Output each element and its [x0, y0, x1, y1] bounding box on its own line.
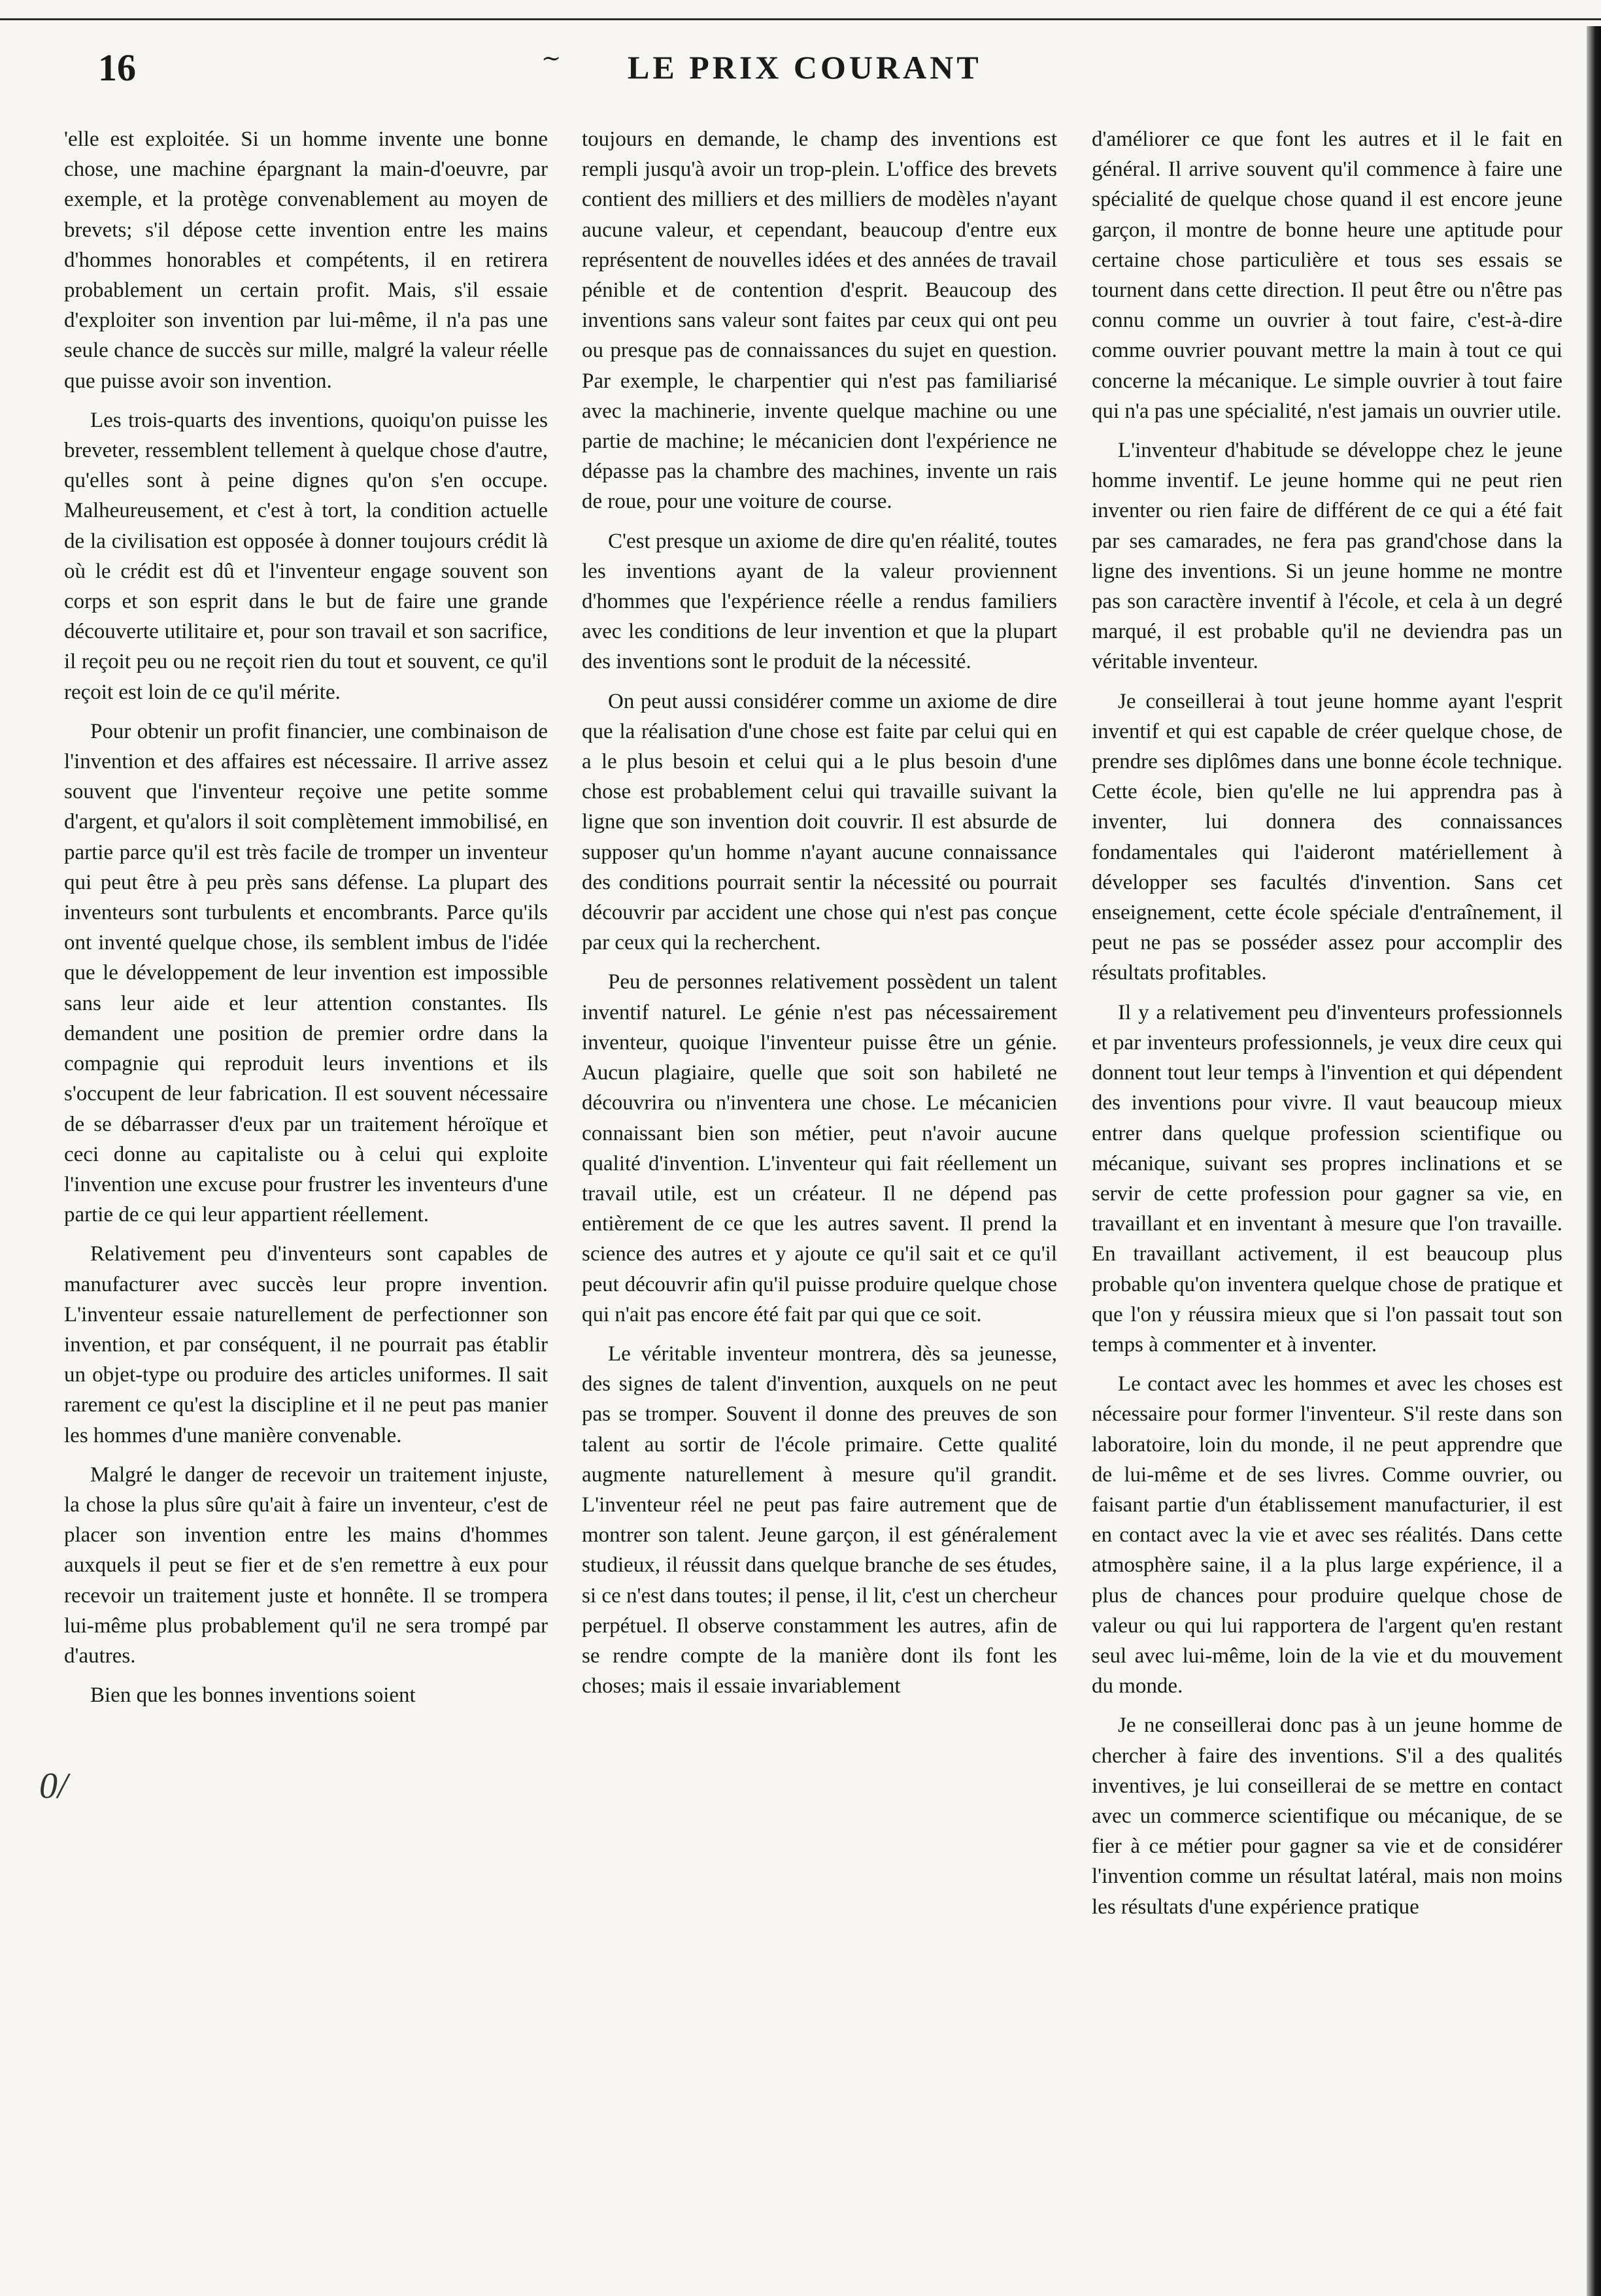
paragraph: On peut aussi considérer comme un axiome de dire que la réalisation d'une chose est faite par celui qui en a le plus besoin et celui qui a le plus besoin d'une chose est probablement celui qui travaille suivant la ligne que son invention doit couvrir. Il est absurde de supposer qu'un homme n'ayant aucune connaissance des conditions pourrait sentir la nécessité ou pourrait découvrir par accident une chose qui n'est pas conçue par ceux qui la recherchent. — [582, 689, 1057, 955]
paragraph: Les trois-quarts des inventions, quoiqu'on puisse les breveter, ressemblent tellement à quelque chose d'autre, qu'elles sont à peine dignes qu'on s'en occupe. Malheureusement, et c'est à tort, la condition actuelle de la civilisation est opposée à donner toujours crédit là où le crédit est dû et l'inventeur engage souvent son corps et son esprit dans le but de faire une grande découverte utilitaire et, pour son travail et son sacrifice, il reçoit peu ou ne reçoit rien du tout et souvent, ce qu'il reçoit est loin de ce qu'il mérite. — [64, 408, 548, 704]
text-column-3 — [1092, 124, 1562, 2282]
masthead-title: LE PRIX COURANT — [628, 49, 982, 86]
paragraph: 'elle est exploitée. Si un homme invente une bonne chose, une machine épargnant la main-d'oeuvre, par exemple, et la protège convenablement au moyen de brevets; s'il dépose cette invention entre les mains d'hommes honorables et compétents, il en retirera probablement un certain profit. Mais, s'il essaie d'exploiter son invention par lui-même, il n'a pas une seule chance de succès sur mille, malgré la valeur réelle que puisse avoir son invention. — [64, 127, 548, 393]
paragraph: Le véritable inventeur montrera, dès sa jeunesse, des signes de talent d'invention, auxquels on ne peut pas se tromper. Souvent il donne des preuves de son talent au sortir de l'école primaire. Cette qualité augmente naturellement à mesure qu'il grandit. L'inventeur réel ne peut pas faire autrement que de montrer son talent. Jeune garçon, il est généralement studieux, il réussit dans quelque branche de ses études, si ce n'est dans toutes; il pense, il lit, c'est un chercheur perpétuel. Il observe constamment les autres, afin de se rendre compte de la manière dont ils font les choses; mais il essaie invariablement — [582, 1342, 1057, 1698]
paragraph: Peu de personnes relativement possèdent un talent inventif naturel. Le génie n'est pas nécessairement inventeur, quoique l'inventeur puisse être un génie. Aucun plagiaire, quelle que soit son habileté ne découvrira ou n'inventera une chose. Le mécanicien connaissant bien son métier, peut n'avoir aucune qualité d'invention. L'inventeur qui fait réellement un travail utile, est un créateur. Il ne dépend pas entièrement de ce que les autres savent. Il prend la science des autres et y ajoute ce qu'il sait et ce qu'il peut découvrir afin qu'il puisse produire quelque chose qui n'ait pas encore été fait par qui que ce soit. — [582, 970, 1057, 1326]
paragraph: Bien que les bonnes inventions soient — [90, 1683, 416, 1708]
paragraph: toujours en demande, le champ des inventions est rempli jusqu'à avoir un trop-plein. L'office des brevets contient des milliers et des milliers de modèles n'ayant aucune valeur, et cependant, beaucoup d'entre eux représentent de nouvelles idées et des années de travail pénible et de contention d'esprit. Beaucoup des inventions sans valeur sont faites par ceux qui ont peu ou presque pas de connaissances du sujet en question. Par exemple, le charpentier qui n'est pas familiarisé avec la machinerie, invente quelque machine ou une partie de machine; le mécanicien dont l'expérience ne dépasse pas la chambre des machines, invente un rais de roue, pour une voiture de course. — [582, 127, 1057, 514]
paragraph: Pour obtenir un profit financier, une combinaison de l'invention et des affaires est nécessaire. Il arrive assez souvent que l'inventeur reçoive une petite somme d'argent, et qu'alors il soit complètement immobilisé, en partie parce qu'il est très facile de tromper un inventeur qui peut être à peu près sans défense. La plupart des inventeurs sont turbulents et encombrants. Parce qu'ils ont inventé quelque chose, ils semblent imbus de l'idée que le développement de leur invention est impossible sans leur aide et leur attention constantes. Ils demandent une position de premier ordre dans la compagnie qui reproduit leurs inventions et ils s'occupent de leur fabrication. Il est souvent nécessaire de se débarrasser d'eux par un traitement héroïque et ceci donne au capitaliste ou à celui qui exploite l'invention une excuse pour frustrer les inventeurs d'une partie de ce qui leur appartient réellement. — [64, 719, 548, 1227]
header-ornament-icon: ∼ — [541, 45, 562, 71]
paragraph: C'est presque un axiome de dire qu'en réalité, toutes les inventions ayant de la valeur proviennent d'hommes que l'expérience réelle a rendus familiers avec les conditions de leur invention et que la plupart des inventions sont le produit de la nécessité. — [582, 529, 1057, 674]
paragraph: Il y a relativement peu d'inventeurs professionnels et par inventeurs professionnels, je veux dire ceux qui donnent tout leur temps à l'invention et qui dépendent des inventions pour vivre. Il vaut beaucoup mieux entrer dans quelque profession scientifique ou mécanique, suivant ses propres inclinations et se servir de cette profession pour gagner sa vie, en travaillant et en inventant à mesure que l'on travaille. En travaillant activement, il est beaucoup plus probable qu'on inventera quelque chose de pratique et que l'on y réussira mieux que si l'on passait tout son temps à commenter et à inventer. — [1092, 1000, 1562, 1357]
paragraph: L'inventeur d'habitude se développe chez le jeune homme inventif. Le jeune homme qui ne peut rien inventer ou rien faire de différent de ce qui a été fait par ses camarades, ne fera pas grand'chose dans la ligne des inventions. Si un jeune homme ne montre pas son caractère inventif à l'école, et cela à un degré marqué, il est probable qu'il ne deviendra pas un véritable inventeur. — [1092, 439, 1562, 674]
text-column-2 — [582, 124, 1057, 2282]
paragraph: Le contact avec les hommes et avec les choses est nécessaire pour former l'inventeur. S'il reste dans son laboratoire, loin du monde, il ne peut apprendre que de lui-même et de ses livres. Comme ouvrier, ou faisant partie d'un établissement manufacturier, il est en contact avec la vie et avec ses réalités. Dans cette atmosphère saine, il a la plus large expérience, il a plus de chances pour produire quelque chose de valeur ou qui lui rapportera de l'argent qu'en restant seul avec lui-même, loin de la vie et du mouvement du monde. — [1092, 1372, 1562, 1698]
paragraph: d'améliorer ce que font les autres et il le fait en général. Il arrive souvent qu'il commence à faire une spécialité de quelque chose quand il est encore jeune garçon, il montre de bonne heure une aptitude pour certaine chose particulière et tous ses essais se tournent dans cette direction. Il peut être ou n'être pas connu comme un ouvrier à tout faire, c'est-à-dire comme ouvrier pouvant mettre la main à tout ce qui concerne la mécanique. Le simple ouvrier à tout faire qui n'a pas une spécialité, n'est jamais un ouvrier utile. — [1092, 127, 1562, 423]
paragraph: Je ne conseillerai donc pas à un jeune homme de chercher à faire des inventions. S'il a des qualités inventives, je lui conseillerai de se mettre en contact avec un commerce scientifique ou mécanique, de se fier à ce métier pour gagner sa vie et de considérer l'invention comme un résultat latéral, mais non moins les résultats d'une expérience pratique — [1092, 1714, 1562, 1919]
page-number: 16 — [98, 46, 136, 89]
paragraph: Je conseillerai à tout jeune homme ayant l'esprit inventif et qui est capable de créer quelque chose, de prendre ses diplômes dans une bonne école technique. Cette école, bien qu'elle ne lui apprendra pas à inventer, lui donnera des connaissances fondamentales qui l'aideront matériellement à développer ses facultés d'invention. Sans cet enseignement, cette école spéciale d'entraînement, il peut ne pas se posséder assez pour accomplir des résultats profitables. — [1092, 689, 1562, 985]
top-rule — [0, 18, 1601, 20]
text-column-1 — [64, 124, 548, 2282]
page-edge-shadow — [1587, 26, 1601, 2296]
paragraph: Relativement peu d'inventeurs sont capables de manufacturer avec succès leur propre invention. L'inventeur essaie naturellement de perfectionner son invention, et par conséquent, il ne pourrait pas établir un objet-type ou produire des articles uniformes. Il sait rarement ce qu'est la discipline et il ne peut pas manier les hommes d'une manière convenable. — [64, 1242, 548, 1447]
margin-note: 0/ — [39, 1766, 68, 1806]
paragraph: Malgré le danger de recevoir un traitement injuste, la chose la plus sûre qu'ait à faire un inventeur, c'est de placer son invention entre les mains d'hommes auxquels il peut se fier et de s'en remettre à eux pour recevoir un traitement juste et honnête. Il se trompera lui-même plus probablement qu'il ne sera trompé par d'autres. — [64, 1462, 548, 1668]
